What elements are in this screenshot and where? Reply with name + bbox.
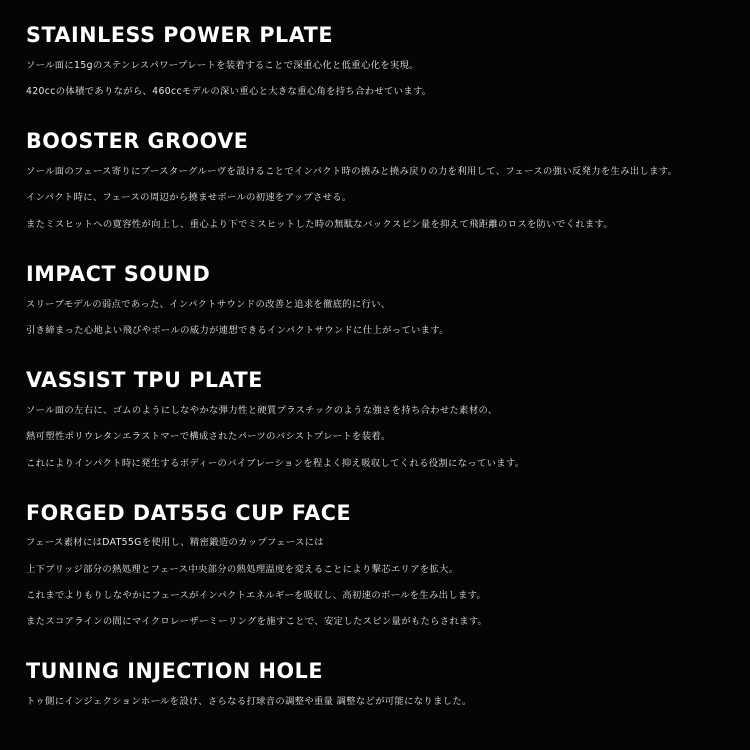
body-line: ソール面に15gのステンレスパワープレートを装着することで深重心化と低重心化を実現。 <box>26 59 419 71</box>
section-body <box>26 296 724 339</box>
section-booster-groove <box>26 130 724 233</box>
body-line: 上下ブリッジ部分の熱処理とフェース中央部分の熱処理温度を変えることにより撃芯エリアを拡大。 <box>26 563 459 575</box>
body-line: ソール面のフェース寄りにブースターグルーヴを設けることでインパクト時の撓みと撓み戻りの力を利用して、フェースの強い反発力を生み出します。 <box>26 166 678 178</box>
section-title: BOOSTER GROOVE <box>26 129 249 155</box>
section-title: STAINLESS POWER PLATE <box>26 23 334 48</box>
section-stainless-power-plate <box>26 24 724 100</box>
body-line: またミスヒットへの寛容性が向上し、重心より下でミスヒットした時の無駄なバックスピン量を抑えて飛距離のロスを防いでくれます。 <box>26 218 614 230</box>
body-line: ソール面の左右に、ゴムのようにしなやかな弾力性と硬質プラスチックのような強さを持ち合わせた素材の、 <box>26 404 498 416</box>
body-line: 引き締まった心地よい飛びやボールの威力が連想できるインパクトサウンドに仕上がっています。 <box>26 325 449 336</box>
section-vassist-tpu-plate <box>26 369 724 472</box>
section-body <box>26 402 724 472</box>
section-body <box>26 57 724 100</box>
section-forged-dat55g-cup-face <box>26 502 724 631</box>
body-line: 熱可塑性ポリウレタンエラストマーで構成されたパーツのバシストプレートを装着。 <box>26 431 391 443</box>
body-line: これによりインパクト時に発生するボディーのバイブレーションを程よく抑え吸収してくれる役割になっています。 <box>26 457 525 469</box>
section-title: TUNING INJECTION HOLE <box>26 659 324 685</box>
section-body <box>26 693 724 710</box>
section-impact-sound <box>26 263 724 339</box>
section-title: FORGED DAT55G CUP FACE <box>26 500 352 526</box>
section-tuning-injection-hole <box>26 660 724 710</box>
body-line: 420ccの体積でありながら、460ccモデルの深い重心と大きな重心角を持ち合わせています。 <box>26 86 432 98</box>
body-line: トゥ側にインジェクションホールを設け、さらなる打球音の調整や重量 調整などが可能になりました。 <box>26 696 472 708</box>
section-body <box>26 163 724 233</box>
body-line: これまでよりもりしなやかにフェースがインパクトエネルギーを吸収し、高初速のボールを生み出します。 <box>26 590 487 602</box>
section-body <box>26 534 724 630</box>
body-line: インパクト時に、フェースの周辺から撓ませボールの初速をアップさせる。 <box>26 192 352 204</box>
section-title: IMPACT SOUND <box>26 261 211 287</box>
body-line: フェース素材にはDAT55Gを使用し、精密鍛造のカップフェースには <box>26 537 324 549</box>
body-line: スリーブモデルの弱点であった、インパクトサウンドの改善と追求を徹底的に行い、 <box>26 298 391 310</box>
section-title: VASSIST TPU PLATE <box>26 368 263 393</box>
body-line: またスコアラインの間にマイクロレーザーミーリングを施すことで、安定したスピン量がもたらされます。 <box>26 616 488 628</box>
